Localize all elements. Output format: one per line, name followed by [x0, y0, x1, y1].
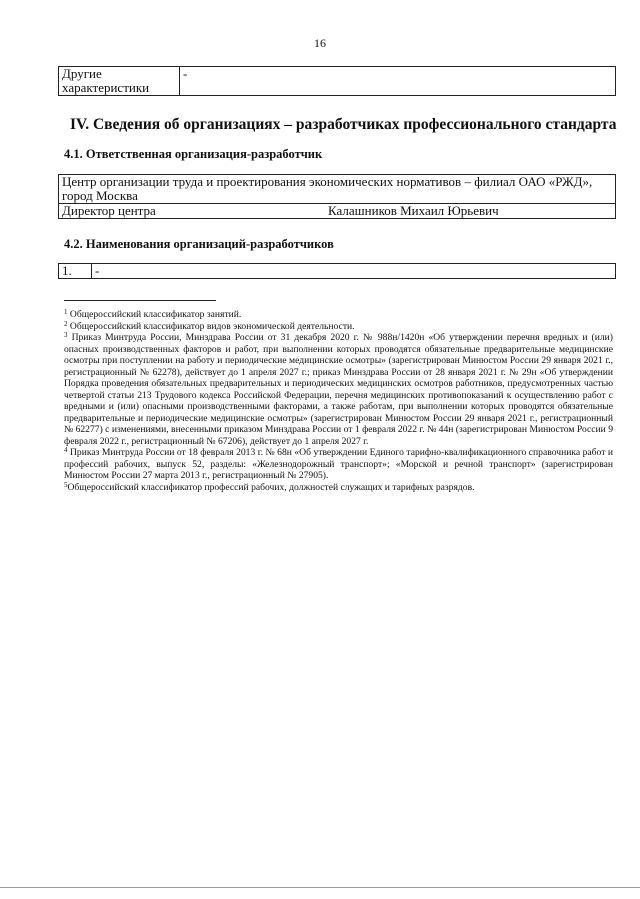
developers-heading: 4.2. Наименования организаций-разработчиков	[64, 237, 334, 251]
responsible-org-table	[58, 174, 616, 219]
developer-row	[59, 264, 616, 279]
footnote-5	[64, 482, 613, 494]
other-characteristics-label: Другие характеристики	[59, 67, 180, 96]
developer-number: 1.	[59, 264, 92, 279]
responsible-org-position: Директор центра	[59, 204, 326, 219]
footnote-separator	[64, 300, 216, 301]
footnote-text: Приказ Минтруда России от 18 февраля 2013 г. № 68н «Об утверждении Единого тарифно-квалификационного справочника работ и профессий рабочих, выпуск 52, разделы: «Железнодорожный транспорт»; «Морской и речной транспорт» (зарегистрирован Минюстом России 27 марта 2013 г., регистрационный № 27905).	[64, 447, 613, 481]
footnote-mark: 5	[64, 480, 68, 489]
footnote-4	[64, 447, 613, 482]
developers-table	[58, 263, 616, 279]
responsible-org-person: Калашников Михаил Юрьевич	[325, 204, 616, 219]
footnote-text: Общероссийский классификатор профессий рабочих, должностей служащих и тарифных разрядов.	[67, 481, 475, 493]
footnotes	[64, 309, 613, 493]
scan-bottom-edge	[0, 887, 640, 888]
footnote-mark: 1	[64, 308, 68, 316]
other-characteristics-value: -	[180, 67, 616, 96]
footnote-text: Общероссийский классификатор видов экономической деятельности.	[69, 320, 355, 332]
footnote-2	[64, 321, 613, 333]
section-title: IV. Сведения об организациях – разработчиках профессионального стандарта	[70, 116, 617, 133]
footnote-text: Общероссийский классификатор занятий.	[69, 309, 242, 320]
other-characteristics-table	[58, 66, 616, 96]
footnote-mark: 3	[64, 331, 68, 339]
responsible-org-name: Центр организации труда и проектирования экономических нормативов – филиал ОАО «РЖД», город Москва	[59, 175, 616, 204]
responsible-org-heading: 4.1. Ответственная организация-разработчик	[64, 147, 323, 161]
footnote-mark: 2	[64, 319, 68, 328]
footnote-1	[64, 309, 613, 321]
footnote-3	[64, 332, 613, 447]
page-number: 16	[314, 36, 326, 50]
footnote-mark: 4	[64, 446, 68, 454]
footnote-text: Приказ Минтруда России, Минздрава России от 31 декабря 2020 г. № 988н/1420н «Об утверждении перечня вредных и (или) опасных производственных факторов и работ, при выполнении которых проводятся обязательные предварительные медицинские осмотры при поступлении на работу и периодические медицинские осмотры» (зарегистрирован Минюстом России 29 января 2021 г., регистрационный № 62278), действует до 1 апреля 2027 г.; приказ Минздрава России от 28 января 2021 г. № 29н «Об утверждении Порядка проведения обязательных предварительных и периодических медицинских осмотров работников, предусмотренных частью четвертой статьи 213 Трудового кодекса Российской Федерации, перечня медицинских противопоказаний к осуществлению работ с вредными и (или) опасными производственными факторами, а также работам, при выполнении которых проводятся обязательные предварительные и периодические медицинские осмотры» (зарегистрирован Минюстом России 29 января 2021 г., регистрационный № 62277) с изменениями, внесенными приказом Минздрава России от 1 февраля 2022 г. № 44н (зарегистрирован Минюстом России 9 февраля 2022 г., регистрационный № 67206), действует до 1 апреля 2027 г.	[64, 332, 613, 447]
developer-name: -	[92, 264, 616, 279]
